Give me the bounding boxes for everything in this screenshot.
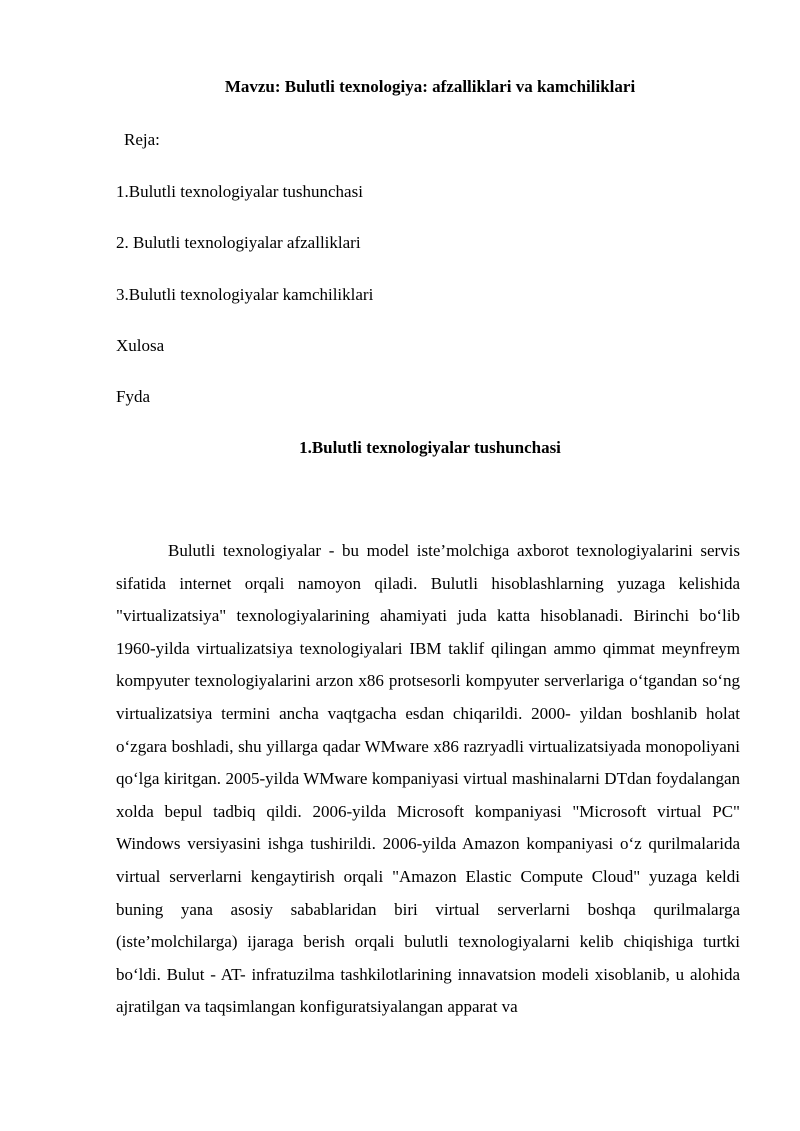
plan-label: Reja: — [124, 130, 160, 149]
plan-item: 1.Bulutli texnologiyalar tushunchasi — [116, 182, 363, 201]
plan-item: 3.Bulutli texnologiyalar kamchiliklari — [116, 285, 374, 304]
section-heading: 1.Bulutli texnologiyalar tushunchasi — [299, 438, 561, 457]
document-title: Mavzu: Bulutli texnologiya: afzalliklari va kamchiliklari — [224, 77, 636, 96]
plan-item: 2. Bulutli texnologiyalar afzalliklari — [116, 233, 361, 252]
plan-item: Fyda — [116, 387, 150, 406]
plan-item: Xulosa — [116, 336, 165, 355]
body-paragraph: Bulutli texnologiyalar - bu model iste’molchiga axborot texnologiyalarini servis sifatida internet orqali namoyon qiladi. Bulutli hisoblashlarning yuzaga kelishida "virtualizatsiya" texnologiyalarining ahamiyati juda katta hisoblanadi. Birinchi bo‘lib 1960-yilda virtualizatsiya texnologiyalari IBM taklif qilingan ammo qimmat meynfreym kompyuter texnologiyalarini arzon x86 protsesorli kompyuter serverlariga o‘tgandan so‘ng virtualizatsiya termini ancha vaqtgacha esdan chiqarildi. 2000- yildan boshlanib holat o‘zgara boshladi, shu yillarga qadar WMware x86 razryadli virtualizatsiyada monopoliyani qo‘lga kiritgan. 2005-yilda WMware kompaniyasi virtual mashinalarni DTdan foydalangan xolda bepul tadbiq qildi. 2006-yilda Microsoft kompaniyasi "Microsoft virtual PC" Windows versiyasini ishga tushirildi. 2006-yilda Amazon kompaniyasi o‘z qurilmalarida virtual serverlarni kengaytirish orqali "Amazon Elastic Compute Cloud" yuzaga keldi buning yana asosiy sabablaridan biri virtual serverlarni boshqa qurilmalarga (iste’molchilarga) ijaraga berish orqali bulutli texnologiyalarni kelib chiqishiga turtki bo‘ldi. Bulut - AT- infratuzilma tashkilotlarining innavatsion modeli xisoblanib, u alohida ajratilgan va taqsimlangan konfiguratsiyalangan apparat va — [116, 541, 740, 1017]
